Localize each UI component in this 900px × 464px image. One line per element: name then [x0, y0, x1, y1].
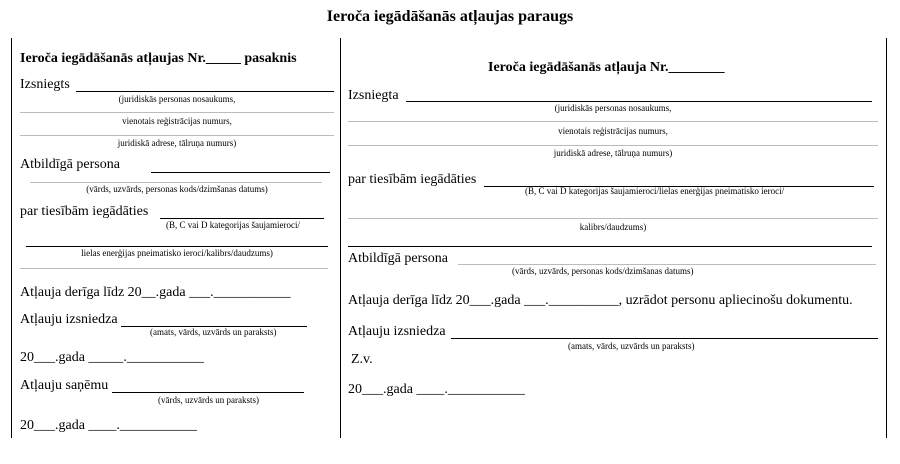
stub-right-hint1: (B, C vai D kategorijas šaujamieroci/	[166, 220, 300, 230]
permit-responsible-line	[458, 264, 876, 265]
permit-responsible-hint: (vārds, uzvārds, personas kods/dzimšanas datums)	[512, 266, 694, 276]
stub-date2: 20___.gada ____.___________	[20, 418, 197, 433]
stub-issued-line	[76, 91, 334, 92]
stub-right-label: par tiesībām iegādāties	[20, 204, 149, 219]
permit-issued-by-hint: (amats, vārds, uzvārds un paraksts)	[568, 341, 695, 351]
stub-responsible-hint: (vārds, uzvārds, personas kods/dzimšanas datums)	[86, 184, 268, 194]
permit-issued-hint1: (juridiskās personas nosaukums,	[554, 103, 672, 113]
stub-responsible-line	[151, 172, 330, 173]
stub-responsible-line2	[30, 182, 322, 183]
stub-issued-by-hint: (amats, vārds, uzvārds un paraksts)	[150, 327, 277, 337]
stub-received-hint: (vārds, uzvārds un paraksts)	[158, 395, 259, 405]
permit-issued-label: Izsniegta	[348, 88, 399, 103]
stub-responsible-label: Atbildīgā persona	[20, 157, 120, 172]
permit-seal-mark: Z.v.	[351, 352, 373, 367]
stub-heading: Ieroča iegādāšanās atļaujas Nr._____ pasaknis	[20, 51, 297, 66]
permit-issued-line3	[348, 145, 878, 146]
stub-right-line	[160, 218, 324, 219]
frame-divider	[340, 38, 341, 438]
permit-heading: Ieroča iegādāšanās atļauja Nr.________	[488, 60, 725, 75]
stub-received-label: Atļauju saņēmu	[20, 378, 109, 393]
permit-right-hint1: (B, C vai D kategorijas šaujamieroci/lielas enerģijas pneimatisko ieroci/	[525, 186, 785, 196]
permit-issued-by-label: Atļauju izsniedza	[348, 324, 446, 339]
permit-valid-text: Atļauja derīga līdz 20___.gada ___.__________, uzrādot personu apliecinošu dokumentu.	[348, 293, 853, 308]
permit-date: 20___.gada ____.___________	[348, 382, 525, 397]
stub-valid-text: Atļauja derīga līdz 20__.gada ___.___________	[20, 285, 291, 300]
stub-issued-by-label: Atļauju izsniedza	[20, 312, 118, 327]
stub-issued-hint2: vienotais reģistrācijas numurs,	[122, 116, 232, 126]
permit-right-hint2: kalibrs/daudzums)	[579, 222, 647, 232]
permit-issued-by-line	[451, 338, 878, 339]
permit-responsible-label: Atbildīgā persona	[348, 251, 448, 266]
stub-issued-line3	[20, 135, 334, 136]
stub-right-hint2: lielas enerģijas pneimatisko ieroci/kalibrs/daudzums)	[81, 248, 273, 258]
permit-issued-line	[406, 101, 872, 102]
stub-issued-hint1: (juridiskās personas nosaukums,	[118, 94, 236, 104]
permit-issued-hint3: juridiskā adrese, tālruņa numurs)	[553, 148, 673, 158]
permit-issued-hint2: vienotais reģistrācijas numurs,	[558, 126, 668, 136]
stub-issued-label: Izsniegts	[20, 77, 70, 92]
permit-issued-line2	[348, 121, 878, 122]
stub-right-line3	[20, 268, 328, 269]
stub-right-line2	[26, 246, 328, 247]
frame-right-border	[886, 38, 887, 438]
stub-date1: 20___.gada _____.___________	[20, 350, 204, 365]
permit-right-line3	[348, 246, 872, 247]
stub-issued-line2	[20, 112, 334, 113]
permit-right-line2	[348, 218, 878, 219]
frame-left-border	[11, 38, 12, 438]
permit-right-label: par tiesībām iegādāties	[348, 172, 477, 187]
stub-received-line	[112, 392, 304, 393]
stub-issued-hint3: juridiskā adrese, tālruņa numurs)	[117, 138, 237, 148]
page-title: Ieroča iegādāšanās atļaujas paraugs	[326, 8, 574, 25]
